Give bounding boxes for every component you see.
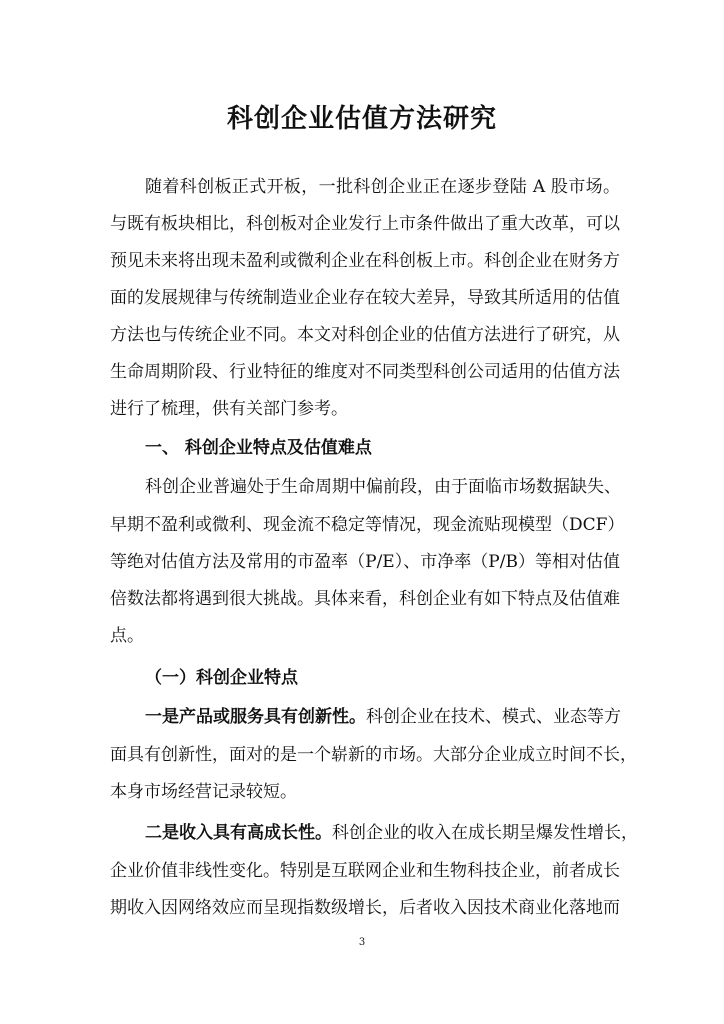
point1-line-1 <box>145 702 620 727</box>
section1-line-5: 点。 <box>110 626 144 646</box>
point2-text: 科创企业的收入在成长期呈爆发性增长， <box>332 823 638 843</box>
page-number: 3 <box>358 937 366 948</box>
intro-line-7: 进行了梳理，供有关部门参考。 <box>110 399 348 419</box>
intro-line-5: 方法也与传统企业不同。本文对科创企业的估值方法进行了研究，从 <box>110 325 620 345</box>
document-title: 科创企业估值方法研究 <box>226 104 497 134</box>
point1-line-2: 面具有创新性，面对的是一个崭新的市场。大部分企业成立时间不长， <box>110 745 637 765</box>
section1-line-2: 早期不盈利或微利、现金流不稳定等情况，现金流贴现模型（DCF） <box>110 515 625 535</box>
intro-line-2: 与既有板块相比，科创板对企业发行上市条件做出了重大改革，可以 <box>110 214 620 234</box>
point1-line-3: 本身市场经营记录较短。 <box>110 782 297 802</box>
point2-bold: 二是收入具有高成长性。 <box>145 823 332 843</box>
intro-line-4: 面的发展规律与传统制造业企业存在较大差异，导致其所适用的估值 <box>110 288 620 308</box>
intro-line-3: 预见未来将出现未盈利或微利企业在科创板上市。科创企业在财务方 <box>110 251 620 271</box>
subsection-heading-1: （一）科创企业特点 <box>145 668 298 688</box>
intro-line-1: 随着科创板正式开板，一批科创企业正在逐步登陆 A 股市场。 <box>145 177 620 197</box>
point1-bold: 一是产品或服务具有创新性。 <box>145 707 366 727</box>
section1-line-3: 等绝对估值方法及常用的市盈率（P/E）、市净率（P/B）等相对估值 <box>110 552 620 572</box>
point2-line-2: 企业价值非线性变化。特别是互联网企业和生物科技企业，前者成长 <box>110 861 620 881</box>
section1-line-4: 倍数法都将遇到很大挑战。具体来看，科创企业有如下特点及估值难 <box>110 589 620 609</box>
point2-line-3: 期收入因网络效应而呈现指数级增长，后者收入因技术商业化落地而 <box>110 898 620 918</box>
point2-line-1 <box>145 818 638 843</box>
section-heading-1: 一、 科创企业特点及估值难点 <box>145 438 372 458</box>
section1-line-1: 科创企业普遍处于生命周期中偏前段，由于面临市场数据缺失、 <box>145 477 621 497</box>
point1-text: 科创企业在技术、模式、业态等方 <box>366 707 621 727</box>
intro-line-6: 生命周期阶段、行业特征的维度对不同类型科创公司适用的估值方法 <box>110 362 620 382</box>
